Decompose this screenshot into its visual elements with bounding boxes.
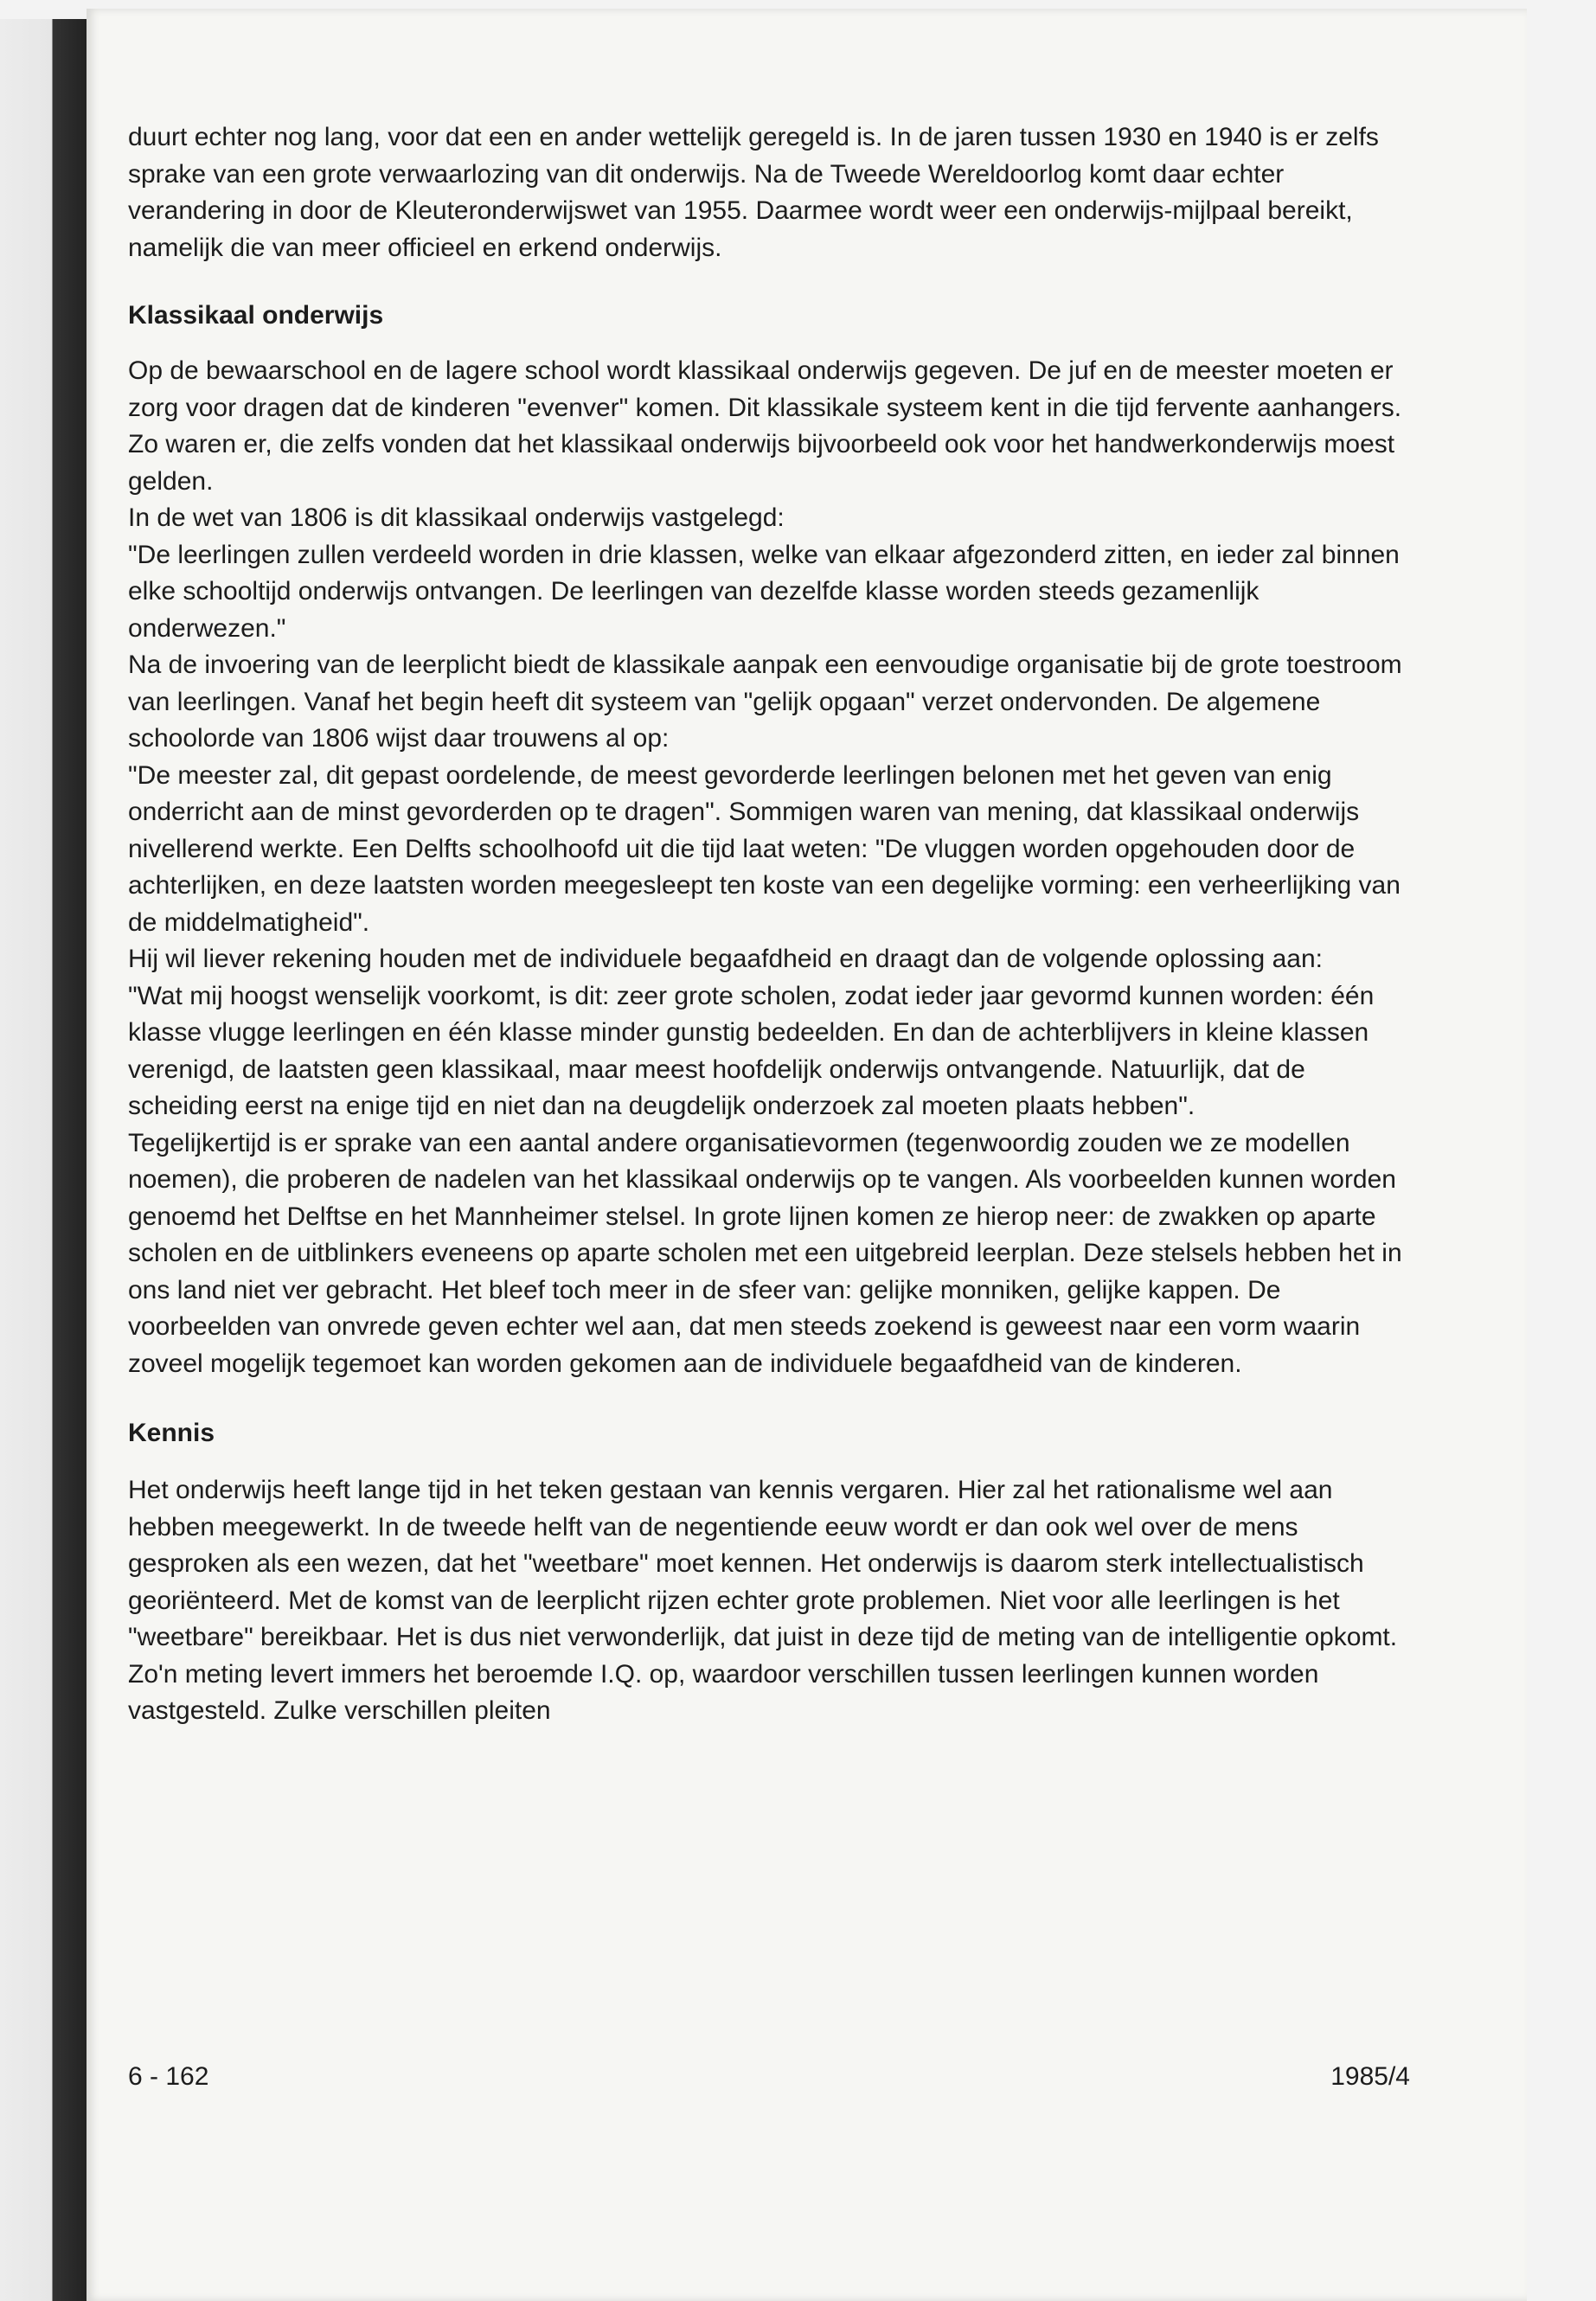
paragraph: Na de invoering van de leerplicht biedt de klassikale aanpak een eenvoudige organisatie bij de grote toestroom van leerlingen. Vanaf het begin heeft dit systeem van "gelijk opgaan" verzet ondervonden. De algemene schoolorde van 1806 wijst daar trouwens al op: (128, 651, 1402, 753)
page-number: 6 - 162 (128, 2062, 209, 2091)
scan-edge-left (0, 0, 87, 2301)
scan-edge-right (1527, 0, 1596, 2301)
paragraph: In de wet van 1806 is dit klassikaal onderwijs vastgelegd: (128, 503, 785, 532)
page-content (128, 119, 1408, 1730)
quote-paragraph: "De leerlingen zullen verdeeld worden in drie klassen, welke van elkaar afgezonderd zitten, en ieder zal binnen elke schooltijd onderwijs ontvangen. De leerlingen van dezelfde klasse worden steeds gezamenlijk onderwezen." (128, 540, 1400, 643)
quote-paragraph: "Wat mij hoogst wenselijk voorkomt, is dit: zeer grote scholen, zodat ieder jaar gevormd kunnen worden: één klasse vlugge leerlingen en één klasse minder gunstig bedeelden. En dan de achterblijvers in kleine klassen verenigd, de laatsten geen klassikaal, maar meest hoofdelijk onderwijs ontvangende. Natuurlijk, dat de scheiding eerst na enige tijd en niet dan na deugdelijk onderzoek zal moeten plaats hebben". (128, 981, 1375, 1120)
section-heading-kennis: Kennis (128, 1419, 215, 1447)
paragraph: Tegelijkertijd is er sprake van een aantal andere organisatievormen (tegenwoordig zouden we ze modellen noemen), die proberen de nadelen van het klassikaal onderwijs op te vangen. Als voorbeelden kunnen worden genoemd het Delftse en het Mannheimer stelsel. In grote lijnen komen ze hierop neer: de zwakken op aparte scholen en de uitblinkers eveneens op aparte scholen met een uitgebreid leerplan. Deze stelsels hebben het in ons land niet ver gebracht. Het bleef toch meer in de sfeer van: gelijke monniken, gelijke kappen. De voorbeelden van onvrede geven echter wel aan, dat men steeds zoekend is geweest naar een vorm waarin zoveel mogelijk tegemoet kan worden gekomen aan de individuele begaafdheid van de kinderen. (128, 1128, 1402, 1378)
paragraph: Het onderwijs heeft lange tijd in het teken gestaan van kennis vergaren. Hier zal het rationalisme wel aan hebben meegewerkt. In de tweede helft van de negentiende eeuw wordt er dan ook wel over de mens gesproken als een wezen, dat het "weetbare" moet kennen. Het onderwijs is daarom sterk intellectualistisch georiënteerd. Met de komst van de leerplicht rijzen echter grote problemen. Niet voor alle leerlingen is het "weetbare" bereikbaar. Het is dus niet verwonderlijk, dat juist in deze tijd de meting van de intelligentie opkomt. Zo'n meting levert immers het beroemde I.Q. op, waardoor verschillen tussen leerlingen kunnen worden vastgesteld. Zulke verschillen pleiten (128, 1476, 1398, 1725)
section-heading-klassikaal: Klassikaal onderwijs (128, 301, 384, 330)
paragraph: Hij wil liever rekening houden met de individuele begaafdheid en draagt dan de volgende oplossing aan: (128, 945, 1323, 973)
intro-paragraph: duurt echter nog lang, voor dat een en ander wettelijk geregeld is. In de jaren tussen 1930 en 1940 is er zelfs sprake van een grote verwaarlozing van dit onderwijs. Na de Tweede Wereldoorlog komt daar echter verandering in door de Kleuteronderwijswet van 1955. Daarmee wordt weer een onderwijs-mijlpaal bereikt, namelijk die van meer officieel en erkend onderwijs. (128, 123, 1379, 262)
quote-paragraph: "De meester zal, dit gepast oordelende, de meest gevorderde leerlingen belonen met het geven van enig onderricht aan de minst gevorderden op te dragen". Sommigen waren van mening, dat klassikaal onderwijs nivellerend werkte. Een Delfts schoolhoofd uit die tijd laat weten: "De vluggen worden opgehouden door de achterlijken, en deze laatsten worden meegesleept ten koste van een degelijke vorming: een verheerlijking van de middelmatigheid". (128, 760, 1401, 937)
paragraph: Op de bewaarschool en de lagere school wordt klassikaal onderwijs gegeven. De juf en de meester moeten er zorg voor dragen dat de kinderen "evenver" komen. Dit klassikale systeem kent in die tijd fervente aanhangers. Zo waren er, die zelfs vonden dat het klassikaal onderwijs bijvoorbeeld ook voor het handwerkonderwijs moest gelden. (128, 356, 1402, 496)
issue-number: 1985/4 (1330, 2062, 1410, 2091)
